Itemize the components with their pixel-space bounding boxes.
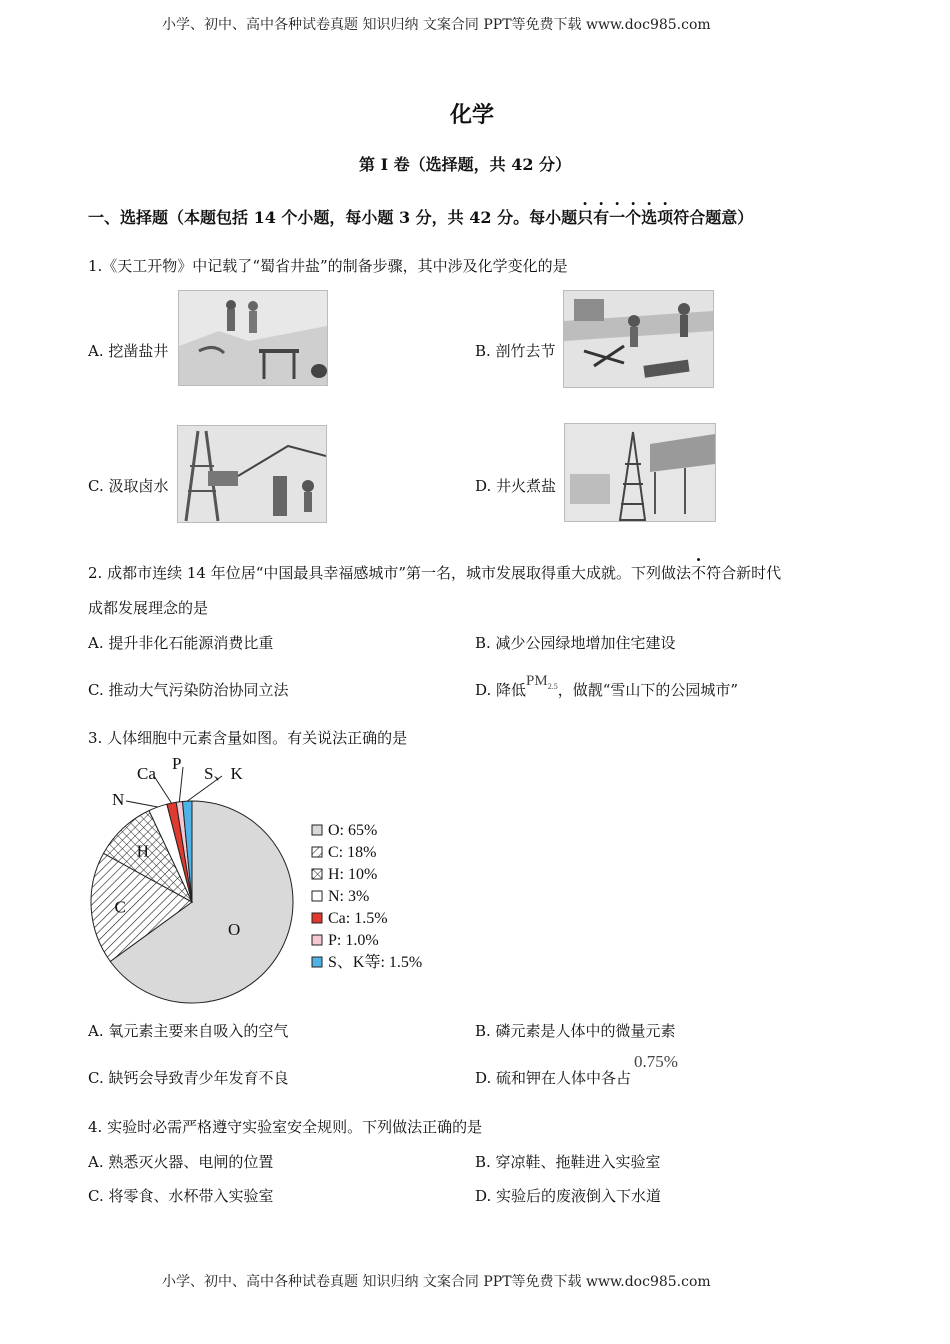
pie-label-O: O [228,920,241,939]
legend-entry-H: H: 10% [328,866,378,883]
legend-entry-P: P: 1.0% [328,932,379,949]
question-2-option-a: A. 提升非化石能源消费比重 [88,634,274,652]
illustration-digging-well [178,290,328,386]
legend-entry-N: N: 3% [328,888,370,905]
question-1-stem: 1.《天工开物》中记载了“蜀省井盐”的制备步骤，其中涉及化学变化的是 [88,257,568,275]
question-3-option-a: A. 氧元素主要来自吸入的空气 [88,1022,289,1040]
question-2-stem [88,562,781,583]
question-1-option-a: A. 挖凿盐井 [88,342,169,360]
page-header: 小学、初中、高中各种试卷真题 知识归纳 文案合同 PPT等免费下载 www.doc985.com [162,17,711,33]
pie-label-P: P [172,755,182,773]
emphasis-char: 个 [625,208,642,227]
legend-entry-S、K: S、K等: 1.5% [328,954,423,971]
legend-swatch-S、K [312,957,322,967]
emphasis-char: 不 [691,564,707,582]
question-2-stem-line2: 成都发展理念的是 [88,599,209,617]
question-4-option-d: D. 实验后的废液倒入下水道 [475,1187,662,1205]
question-3-option-b: B. 磷元素是人体中的微量元素 [475,1022,676,1040]
emphasis-char: 选 [641,208,658,227]
pie-label-Ca: Ca [137,764,156,783]
question-2-option-b: B. 减少公园绿地增加住宅建设 [475,634,676,652]
legend-swatch-H [312,869,322,879]
legend-swatch-O [312,825,322,835]
question-1-option-d: D. 井火煮盐 [475,477,557,495]
question-3-stem: 3. 人体细胞中元素含量如图。有关说法正确的是 [88,729,408,747]
section-heading-before: 一、选择题（本题包括 14 个小题，每小题 3 分，共 42 分。每小题 [88,208,578,227]
emphasis-char: 项 [657,208,674,227]
illustration-splitting-bamboo [563,290,714,388]
pie-label-N: N [112,790,125,809]
pie-leader-line [126,801,158,807]
legend-swatch-N [312,891,322,901]
legend-swatch-P [312,935,322,945]
legend-entry-C: C: 18% [328,844,377,861]
question-4-stem: 4. 实验时必需严格遵守实验室安全规则。下列做法正确的是 [88,1118,483,1136]
question-3-option-d [475,1052,678,1088]
question-2-option-d-before: D. 降低 [475,681,527,699]
question-2-stem-before: 2. 成都市连续 14 年位居“中国最具幸福感城市”第一名，城市发展取得重大成就。下列做法 [88,564,692,582]
emphasis-char: 一 [609,208,626,227]
question-4-option-c: C. 将零食、水杯带入实验室 [88,1187,274,1205]
pm25-formula [526,673,558,689]
question-4-option-b: B. 穿凉鞋、拖鞋进入实验室 [475,1153,661,1171]
illustration-boiling-salt [564,423,716,522]
pm-subscript: 2.5 [547,682,558,691]
pie-label-H: H [136,841,149,861]
legend-swatch-Ca [312,913,322,923]
element-pie-chart [80,755,460,1010]
page-footer: 小学、初中、高中各种试卷真题 知识归纳 文案合同 PPT等免费下载 www.doc985.com [162,1274,711,1290]
legend-entry-Ca: Ca: 1.5% [328,910,388,927]
page-title: 化学 [450,102,495,128]
question-3-option-d-before: D. 硫和钾在人体中各占 [475,1069,632,1087]
question-2-option-d [475,673,739,701]
question-2-option-d-after: ，做靓“雪山下的公园城市” [557,681,739,699]
legend-entry-O: O: 65% [328,822,378,839]
pie-label-C: C [114,897,126,917]
question-2-option-c: C. 推动大气污染防治协同立法 [88,681,289,699]
section-heading [88,205,753,228]
pie-label-S、K: S、K [204,764,243,783]
question-2-stem-after: 符合新时代 [706,564,782,582]
pm-text: PM [526,673,548,689]
question-1-option-c: C. 汲取卤水 [88,477,169,495]
question-4-option-a: A. 熟悉灭火器、电闸的位置 [88,1153,274,1171]
page-subtitle: 第 I 卷（选择题，共 42 分） [359,155,572,174]
percentage-value: 0.75% [634,1052,678,1071]
illustration-drawing-brine [177,425,327,523]
question-3-option-c: C. 缺钙会导致青少年发育不良 [88,1069,289,1087]
pie-leader-line [154,776,172,803]
emphasis-char: 有 [593,208,610,227]
section-heading-after: 符合题意） [673,208,754,227]
question-1-option-b: B. 剖竹去节 [475,342,556,360]
legend-swatch-C [312,847,322,857]
emphasis-char: 只 [577,208,594,227]
